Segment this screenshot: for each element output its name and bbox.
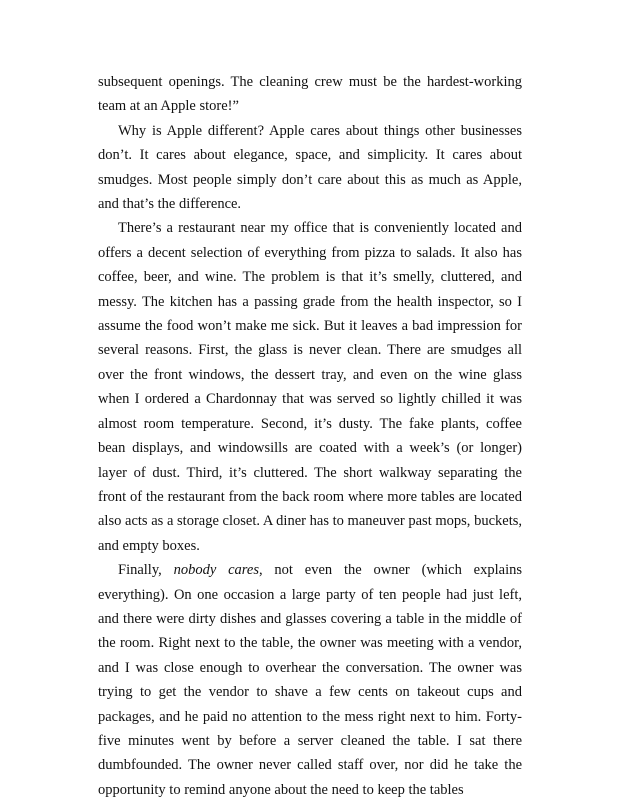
paragraph-4-lead: Finally, xyxy=(118,562,174,579)
paragraph-3: There’s a restaurant near my office that is conveniently located and offers a decent selection of everything from pizza to salads. It also has coffee, beer, and wine. The problem is that it’s smelly, cluttered, and messy. The kitchen has a passing grade from the health inspector, so I assume the food won’t make me sick. But it leaves a bad impression for several reasons. First, the glass is never clean. There are smudges all over the front windows, the dessert tray, and even on the wine glass when I ordered a Chardonnay that was served so lightly chilled it was almost room temperature. Second, it’s dusty. The fake plants, coffee bean displays, and windowsills are coated with a week’s (or longer) layer of dust. Third, it’s cluttered. The short walkway separating the front of the restaurant from the back room where more tables are located also acts as a storage closet. A diner has to maneuver past mops, buckets, and empty boxes. xyxy=(98,220,522,554)
paragraph-4 xyxy=(98,558,522,802)
paragraph-4-text: , not even the owner (which explains everything). On one occasion a large party of ten people had just left, and there were dirty dishes and glasses covering a table in the middle of the room. Right next to the table, the owner was meeting with a vendor, and I was close enough to overhear the conversation. The owner was trying to get the vendor to shave a few cents on takeout cups and packages, and he paid no attention to the mess right next to him. Forty-five minutes went by before a server cleaned the table. I sat there dumbfounded. The owner never called staff over, nor did he take the opportunity to remind anyone about the need to keep the tables xyxy=(98,562,522,798)
paragraph-2: Why is Apple different? Apple cares about things other businesses don’t. It cares about elegance, space, and simplicity. It cares about smudges. Most people simply don’t care about this as much as Apple, and that’s the difference. xyxy=(98,122,522,213)
paragraph-4-emphasis: nobody cares xyxy=(173,562,259,579)
book-page xyxy=(98,70,522,802)
paragraph-1: subsequent openings. The cleaning crew must be the hardest-working team at an Apple store!” xyxy=(98,74,522,115)
